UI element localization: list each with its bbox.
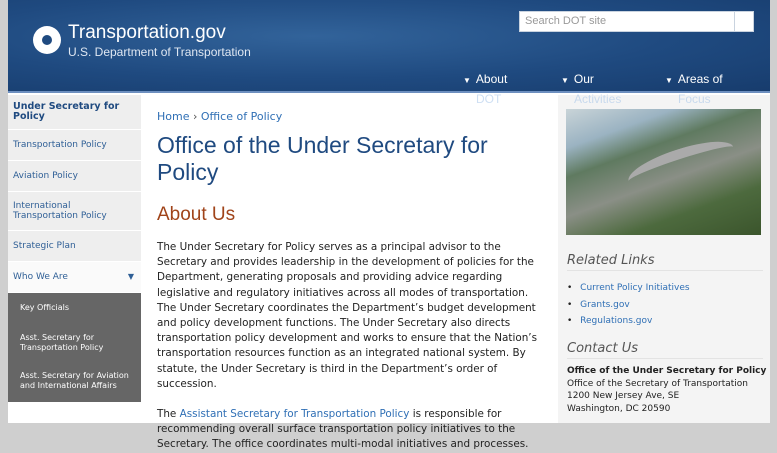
sidebar-item-transportation-policy[interactable]: Transportation Policy xyxy=(8,130,141,161)
list-item xyxy=(567,297,690,314)
site-header xyxy=(8,0,770,106)
contact-heading: Contact Us xyxy=(567,341,763,359)
current-policy-link[interactable]: Current Policy Initiatives xyxy=(580,283,690,293)
submenu-asst-aviation[interactable]: Asst. Secretary for Aviation and International Affairs xyxy=(20,371,129,390)
regulations-gov-link[interactable]: Regulations.gov xyxy=(580,316,653,326)
asst-paragraph: The Assistant Secretary for Transportation Policy is responsible for recommending overall surface transportation policy initiatives to the Secretary. The office coordinates multi-modal initiatives and processes. xyxy=(157,408,529,451)
site-title[interactable]: Transportation.gov xyxy=(68,22,226,43)
caret-down-icon: ▼ xyxy=(665,76,673,85)
list-item xyxy=(567,313,690,330)
contact-name: Office of the Under Secretary for Policy xyxy=(567,366,767,376)
site-subtitle: U.S. Department of Transportation xyxy=(68,45,251,59)
sidebar-item-international[interactable]: International Transportation Policy xyxy=(8,192,141,231)
sidebar-item-under-secretary[interactable]: Under Secretary for Policy xyxy=(8,95,141,130)
dot-logo-icon[interactable] xyxy=(33,26,61,54)
caret-down-icon: ▼ xyxy=(561,76,569,85)
sidebar-item-strategic-plan[interactable]: Strategic Plan xyxy=(8,231,141,262)
submenu-key-officials[interactable]: Key Officials xyxy=(20,303,69,312)
related-links-heading: Related Links xyxy=(567,253,763,271)
sidebar-item-aviation-policy[interactable]: Aviation Policy xyxy=(8,161,141,192)
breadcrumb: Home › Office of Policy xyxy=(157,110,283,123)
grants-gov-link[interactable]: Grants.gov xyxy=(580,299,630,310)
nav-areas-of-focus[interactable]: ▼ Areas of Focus xyxy=(665,72,723,106)
right-column xyxy=(558,95,770,423)
page xyxy=(8,0,770,451)
breadcrumb-home[interactable]: Home xyxy=(157,110,190,123)
list-item xyxy=(567,280,690,297)
page-title: Office of the Under Secretary for Policy xyxy=(157,132,488,185)
breadcrumb-office-of-policy[interactable]: Office of Policy xyxy=(200,110,283,123)
highway-photo xyxy=(566,109,761,235)
related-links-list xyxy=(567,280,690,330)
sidebar-item-who-we-are[interactable]: Who We Are ▼ xyxy=(8,262,141,293)
contact-line: 1200 New Jersey Ave, SE xyxy=(567,391,680,401)
search-input[interactable]: Search DOT site xyxy=(519,11,735,32)
contact-info xyxy=(567,365,767,415)
about-paragraph: The Under Secretary for Policy serves as a principal advisor to the Secretary and provides leadership in the development of policies for the Department, generating proposals and providing advice regarding legislative and regulatory initiatives across all modes of transportation. The Under Secretary coordinates the Department’s budget development and policy development functions. The Under Secretary also directs transportation policy development and works to ensure that the Nation’s transportation resources function as an integrated national system. By statute, the Under Secretary is third in the Department’s order of succession. xyxy=(157,241,538,390)
caret-down-icon: ▼ xyxy=(127,272,134,281)
asst-secretary-link[interactable]: Assistant Secretary for Transportation Policy xyxy=(179,408,410,421)
caret-down-icon: ▼ xyxy=(463,76,471,85)
nav-about-dot[interactable]: ▼ About DOT xyxy=(463,72,508,106)
contact-line: Washington, DC 20590 xyxy=(567,403,671,414)
main-content xyxy=(157,95,549,453)
search-button[interactable] xyxy=(734,11,754,32)
submenu-asst-transportation[interactable]: Asst. Secretary for Transportation Policy xyxy=(20,333,104,352)
nav-our-activities[interactable]: ▼ Our Activities xyxy=(561,72,622,106)
sidebar-submenu xyxy=(8,293,141,402)
contact-line: Office of the Secretary of Transportation xyxy=(567,378,748,389)
section-heading: About Us xyxy=(157,204,236,225)
sidebar xyxy=(8,95,141,402)
